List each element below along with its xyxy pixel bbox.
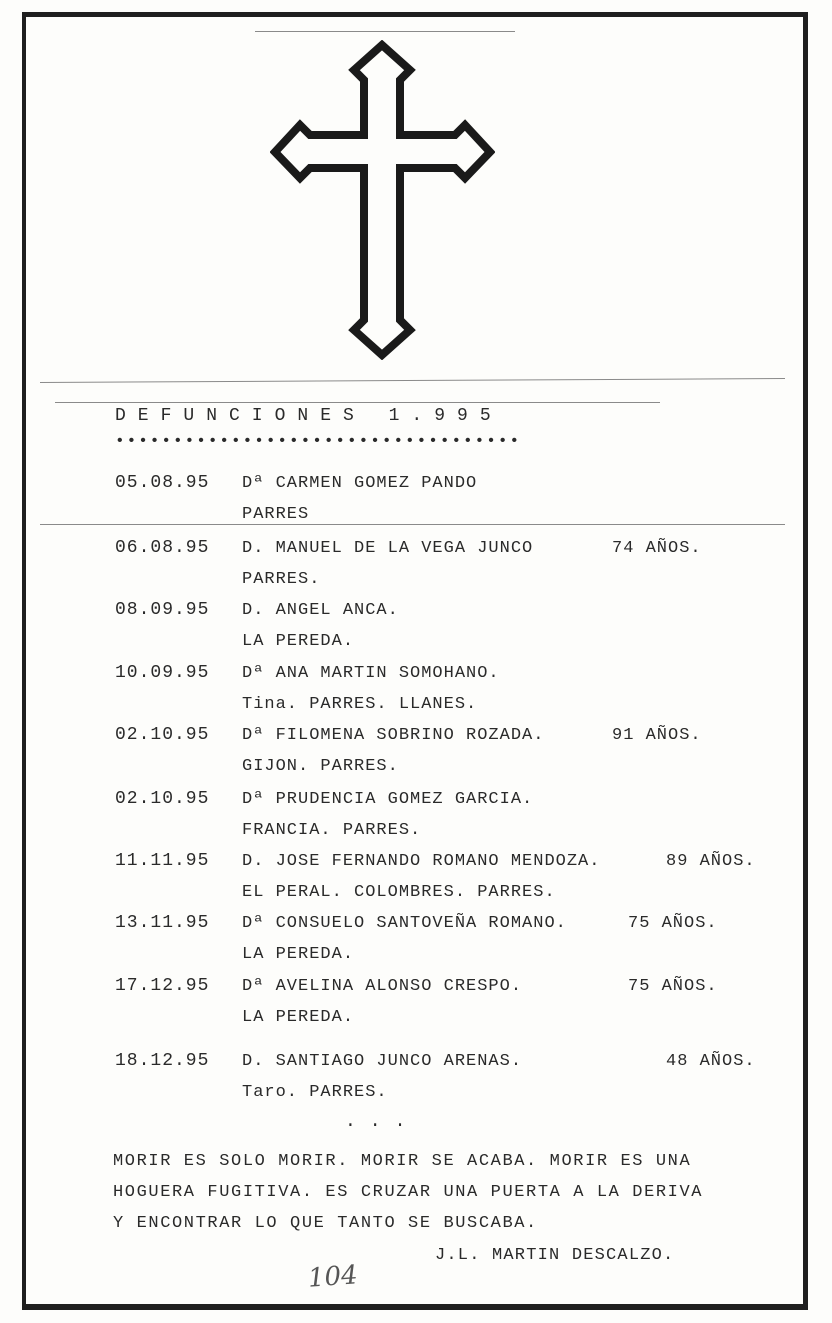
verse-line-3: Y ENCONTRAR LO QUE TANTO SE BUSCABA. [113, 1214, 538, 1233]
section-ellipsis: ... [345, 1112, 420, 1132]
entry-name: D. ANGEL ANCA. [242, 601, 399, 620]
dotted-underline: ••••••••••••••••••••••••••••••••••• [115, 432, 522, 450]
entry-name: Dª CONSUELO SANTOVEÑA ROMANO. [242, 914, 567, 933]
entry-age: 91 AÑOS. [612, 726, 702, 745]
entry-date: 10.09.95 [115, 663, 210, 683]
entry-place: PARRES. [242, 570, 321, 589]
entry-name: Dª FILOMENA SOBRINO ROZADA. [242, 726, 545, 745]
verse-author: J.L. MARTIN DESCALZO. [435, 1246, 675, 1265]
heading-top-rule [55, 402, 660, 403]
entry-date: 02.10.95 [115, 725, 210, 745]
entry-date: 13.11.95 [115, 913, 210, 933]
entry-place: LA PEREDA. [242, 632, 355, 651]
page-title: DEFUNCIONES 1.995 [115, 406, 503, 426]
entry-place: Taro. PARRES. [242, 1083, 388, 1102]
entry-name: Dª AVELINA ALONSO CRESPO. [242, 977, 523, 996]
entry-date: 06.08.95 [115, 538, 210, 558]
entry-age: 48 AÑOS. [666, 1052, 756, 1071]
entry-date: 17.12.95 [115, 976, 210, 996]
entry-name: D. JOSE FERNANDO ROMANO MENDOZA. [242, 852, 601, 871]
entry-place: EL PERAL. COLOMBRES. PARRES. [242, 883, 556, 902]
cross-icon [270, 40, 495, 360]
verse-line-1: MORIR ES SOLO MORIR. MORIR SE ACABA. MORIR ES UNA [113, 1152, 692, 1171]
entry-name: Dª ANA MARTIN SOMOHANO. [242, 664, 500, 683]
entry-place: LA PEREDA. [242, 1008, 355, 1027]
entry-date: 02.10.95 [115, 789, 210, 809]
handwritten-page-number: 104 [307, 1260, 359, 1294]
entry-date: 11.11.95 [115, 851, 210, 871]
entry-date: 08.09.95 [115, 600, 210, 620]
entry-place: LA PEREDA. [242, 945, 355, 964]
entry-age: 74 AÑOS. [612, 539, 702, 558]
entry-place: FRANCIA. PARRES. [242, 821, 422, 840]
entry-place: Tina. PARRES. LLANES. [242, 695, 478, 714]
entry-age: 75 AÑOS. [628, 914, 718, 933]
verse-line-2: HOGUERA FUGITIVA. ES CRUZAR UNA PUERTA A LA DERIVA [113, 1183, 704, 1202]
entry-date: 18.12.95 [115, 1051, 210, 1071]
entry-age: 75 AÑOS. [628, 977, 718, 996]
entry-date: 05.08.95 [115, 473, 210, 493]
entry-place: PARRES [242, 505, 310, 524]
entry-name: D. MANUEL DE LA VEGA JUNCO [242, 539, 534, 558]
first-entry-rule [40, 524, 785, 525]
entry-age: 89 AÑOS. [666, 852, 756, 871]
top-thin-rule [255, 31, 515, 32]
entry-name: Dª PRUDENCIA GOMEZ GARCIA. [242, 790, 534, 809]
entry-name: D. SANTIAGO JUNCO ARENAS. [242, 1052, 523, 1071]
entry-name: Dª CARMEN GOMEZ PANDO [242, 474, 478, 493]
entry-place: GIJON. PARRES. [242, 757, 399, 776]
